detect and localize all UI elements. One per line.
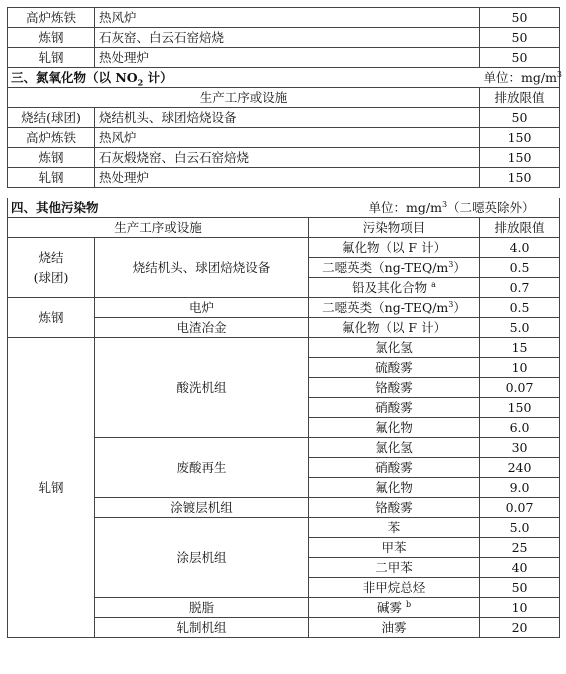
item-cell: 非甲烷总烃 [309, 578, 480, 598]
process-cell: 炼钢 [8, 148, 95, 168]
facility-cell: 烧结机头、球团焙烧设备 [95, 238, 309, 298]
facility-cell: 烧结机头、球团焙烧设备 [95, 108, 480, 128]
header-limit: 排放限值 [480, 218, 560, 238]
process-cell: 烧结 (球团) [8, 238, 95, 298]
item-cell: 苯 [309, 518, 480, 538]
limit-cell: 6.0 [480, 418, 560, 438]
limit-cell: 15 [480, 338, 560, 358]
table-row [8, 108, 560, 128]
limit-cell: 0.5 [480, 298, 560, 318]
item-cell: 硝酸雾 [309, 398, 480, 418]
facility-cell: 石灰窑、白云石窑焙烧 [95, 28, 480, 48]
limit-cell: 50 [480, 8, 560, 28]
process-cell: 炼钢 [8, 28, 95, 48]
header-limit: 排放限值 [480, 88, 560, 108]
process-cell: 轧钢 [8, 168, 95, 188]
limit-cell: 0.7 [480, 278, 560, 298]
item-cell: 氟化物（以 F 计） [309, 238, 480, 258]
limit-cell: 0.5 [480, 258, 560, 278]
header-row [8, 88, 560, 108]
limit-cell: 150 [480, 168, 560, 188]
table-row [8, 28, 560, 48]
facility-cell: 热风炉 [95, 8, 480, 28]
limit-cell: 150 [480, 128, 560, 148]
section3-unit: 单位：$mg/m^3$ [480, 68, 560, 88]
item-cell: 氯化氢 [309, 438, 480, 458]
limit-cell: 40 [480, 558, 560, 578]
header-row [8, 218, 560, 238]
facility-cell: 电渣冶金 [95, 318, 309, 338]
table-row [8, 298, 560, 318]
facility-cell: 热风炉 [95, 128, 480, 148]
process-cell: 高炉炼铁 [8, 128, 95, 148]
table-row [8, 128, 560, 148]
limit-cell: 30 [480, 438, 560, 458]
item-cell: 氟化物 [309, 478, 480, 498]
item-cell: 二噁英类$(ng-TEQ/m^3)$ [309, 258, 480, 278]
limit-cell: 50 [480, 28, 560, 48]
facility-cell: 石灰煅烧窑、白云石窑焙烧 [95, 148, 480, 168]
table-row [8, 48, 560, 68]
limit-cell: 50 [480, 108, 560, 128]
limit-cell: 50 [480, 578, 560, 598]
limit-cell: 5.0 [480, 318, 560, 338]
limit-cell: 5.0 [480, 518, 560, 538]
section4-unit: 单位：$mg/m^3$（二噁英除外） [309, 198, 560, 218]
facility-cell: 酸洗机组 [95, 338, 309, 438]
process-cell: 轧钢 [8, 48, 95, 68]
item-cell: 二甲苯 [309, 558, 480, 578]
section-heading-row [8, 198, 560, 218]
facility-cell: 脱脂 [95, 598, 309, 618]
item-cell: 铬酸雾 [309, 378, 480, 398]
item-cell: 二噁英类$(ng-TEQ/m^3)$ [309, 298, 480, 318]
limit-cell: 10 [480, 598, 560, 618]
facility-cell: 涂层机组 [95, 518, 309, 598]
header-process: 生产工序或设施 [8, 88, 480, 108]
limit-cell: 20 [480, 618, 560, 638]
table-row [8, 338, 560, 358]
process-cell: 烧结(球团) [8, 108, 95, 128]
section3-title: 三、氮氧化物（以 $NO_2$ 计） [8, 68, 480, 88]
item-cell: 氟化物 [309, 418, 480, 438]
process-cell: 轧钢 [8, 338, 95, 638]
table-row [8, 238, 560, 258]
process-cell: 高炉炼铁 [8, 8, 95, 28]
item-cell: 硝酸雾 [309, 458, 480, 478]
table-row [8, 8, 560, 28]
limit-cell: 150 [480, 148, 560, 168]
limit-cell: 240 [480, 458, 560, 478]
facility-cell: 轧制机组 [95, 618, 309, 638]
table-row [8, 168, 560, 188]
facility-cell: 热处理炉 [95, 48, 480, 68]
limit-cell: 10 [480, 358, 560, 378]
limit-cell: 0.07 [480, 498, 560, 518]
header-process: 生产工序或设施 [8, 218, 309, 238]
limit-cell: 9.0 [480, 478, 560, 498]
section-heading-row [8, 68, 560, 88]
limit-cell: 4.0 [480, 238, 560, 258]
limit-cell: 150 [480, 398, 560, 418]
facility-cell: 废酸再生 [95, 438, 309, 498]
facility-cell: 热处理炉 [95, 168, 480, 188]
item-cell: 甲苯 [309, 538, 480, 558]
item-cell: 油雾 [309, 618, 480, 638]
item-cell: 碱雾 $^b$ [309, 598, 480, 618]
section4-title: 四、其他污染物 [8, 198, 309, 218]
limit-cell: 50 [480, 48, 560, 68]
item-cell: 氟化物（以 F 计） [309, 318, 480, 338]
facility-cell: 涂镀层机组 [95, 498, 309, 518]
header-item: 污染物项目 [309, 218, 480, 238]
item-cell: 硫酸雾 [309, 358, 480, 378]
item-cell: 铬酸雾 [309, 498, 480, 518]
limit-cell: 25 [480, 538, 560, 558]
limit-cell: 0.07 [480, 378, 560, 398]
item-cell: 氯化氢 [309, 338, 480, 358]
nox-table [7, 7, 563, 188]
item-cell: 铅及其化合物 $^a$ [309, 278, 480, 298]
table-row [8, 148, 560, 168]
facility-cell: 电炉 [95, 298, 309, 318]
process-cell: 炼钢 [8, 298, 95, 338]
other-pollutants-table [7, 198, 560, 638]
